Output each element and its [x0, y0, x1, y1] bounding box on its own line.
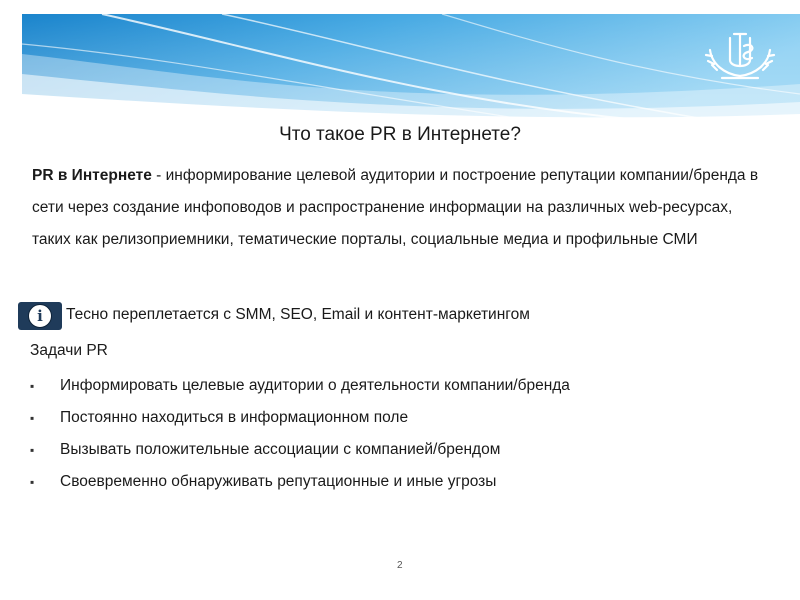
list-item [30, 402, 770, 434]
task-text: Вызывать положительные ассоциации с компанией/брендом [60, 441, 501, 458]
task-text: Постоянно находиться в информационном поле [60, 409, 409, 426]
university-logo [704, 26, 776, 84]
list-item [30, 434, 770, 466]
list-item [30, 466, 770, 498]
info-icon [18, 302, 62, 330]
tasks-heading: Задачи PR [30, 342, 108, 359]
wave-background [22, 14, 800, 122]
info-note [18, 302, 718, 332]
task-text: Своевременно обнаруживать репутационные и иные угрозы [60, 473, 497, 490]
page-number: 2 [397, 560, 403, 571]
info-circle: i [28, 304, 52, 328]
university-emblem-icon [704, 26, 776, 84]
bullet-icon: ▪ [30, 443, 35, 457]
bullet-icon: ▪ [30, 411, 35, 425]
header-banner [22, 14, 800, 122]
definition-body: - информирование целевой аудитории и построение репутации компании/бренда в сети через создание инфоповодов и распространение информации на различных web-ресурсах, таких как релизоприемники, тематические порталы, социальные медиа и профильные СМИ [32, 167, 759, 248]
task-text: Информировать целевые аудитории о деятельности компании/бренда [60, 377, 570, 394]
tasks-list [30, 370, 770, 498]
pr-definition [32, 160, 772, 256]
bullet-icon: ▪ [30, 379, 35, 393]
list-item [30, 370, 770, 402]
info-text: Тесно переплетается с SMM, SEO, Email и контент-маркетингом [66, 306, 530, 323]
slide-title: Что такое PR в Интернете? [279, 124, 521, 145]
definition-term: PR в Интернете [32, 167, 152, 184]
bullet-icon: ▪ [30, 475, 35, 489]
